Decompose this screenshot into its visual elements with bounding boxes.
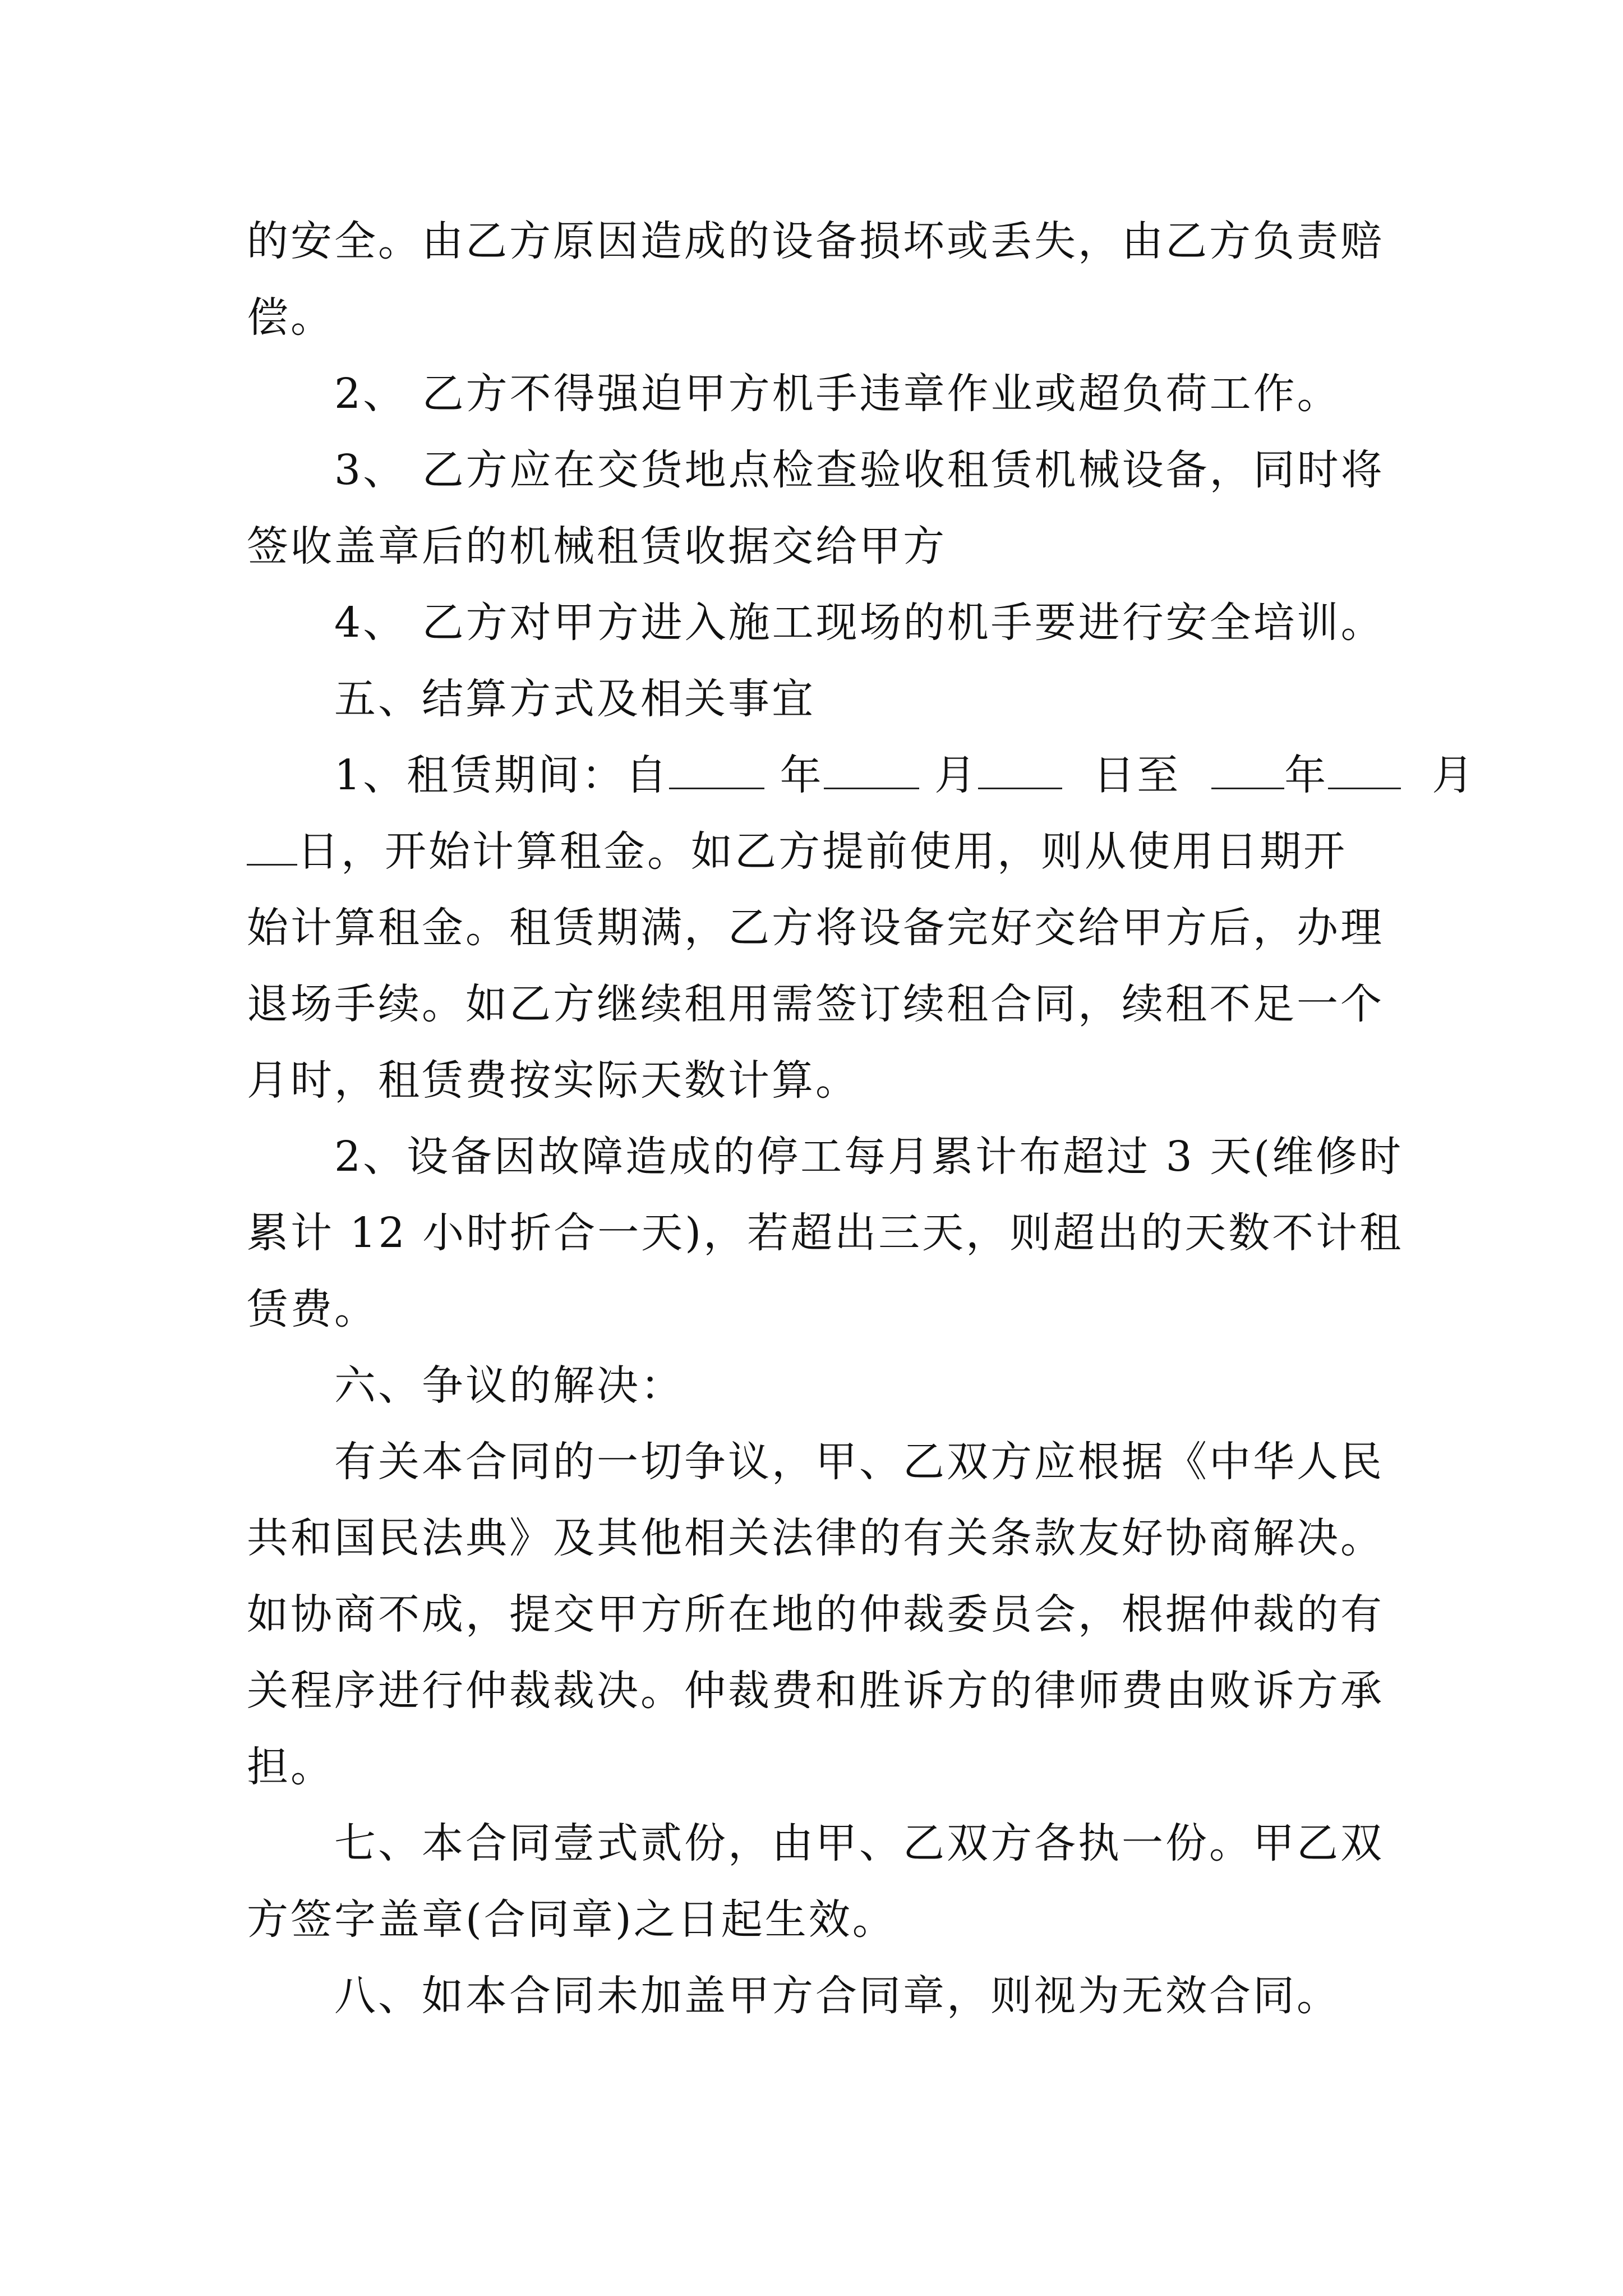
section-heading-5: 五、结算方式及相关事宜 — [334, 675, 815, 723]
month-label: 月 — [1432, 751, 1476, 799]
day-to-label: 日至 — [1093, 751, 1181, 799]
blank-field — [1328, 755, 1401, 789]
month-label: 月 — [934, 751, 979, 799]
blank-field — [669, 755, 764, 789]
paragraph-text: 日，开始计算租金。如乙方提前使用，则从使用日期开 — [297, 827, 1347, 876]
blank-field — [824, 755, 919, 789]
paragraph-line — [247, 823, 1347, 880]
blank-field — [978, 755, 1062, 789]
paragraph-line: 的安全。由乙方原因造成的设备损坏或丢失，由乙方负责赔 — [247, 217, 1384, 265]
paragraph-line: 关程序进行仲裁裁决。仲裁费和胜诉方的律师费由败诉方承 — [247, 1667, 1384, 1715]
paragraph-line: 签收盖章后的机械租赁收据交给甲方 — [247, 522, 947, 570]
paragraph-line: 如协商不成，提交甲方所在地的仲裁委员会，根据仲裁的有 — [247, 1590, 1384, 1639]
paragraph-line: 月时，租赁费按实际天数计算。 — [247, 1056, 859, 1105]
paragraph-line: 方签字盖章(合同章)之日起生效。 — [247, 1895, 896, 1944]
paragraph-line: 始计算租金。租赁期满，乙方将设备完好交给甲方后，办理 — [247, 904, 1384, 952]
year-label: 年 — [780, 751, 824, 799]
paragraph-line: 担。 — [247, 1743, 334, 1791]
list-item-2: 2、 乙方不得强迫甲方机手违章作业或超负荷工作。 — [334, 370, 1341, 418]
blank-field — [247, 831, 297, 866]
blank-field — [1211, 755, 1284, 789]
paragraph-line: 共和国民法典》及其他相关法律的有关条款友好协商解决。 — [247, 1514, 1384, 1562]
paragraph-line: 偿。 — [247, 293, 334, 342]
lease-period-line — [334, 747, 1476, 803]
list-item-4: 4、 乙方对甲方进入施工现场的机手要进行安全培训。 — [334, 599, 1385, 647]
paragraph-line: 赁费。 — [247, 1285, 378, 1333]
paragraph-line: 累计 12 小时折合一天)，若超出三天，则超出的天数不计租 — [247, 1209, 1404, 1257]
paragraph-line: 有关本合同的一切争议，甲、乙双方应根据《中华人民 — [334, 1438, 1384, 1486]
section-heading-8: 八、如本合同未加盖甲方合同章，则视为无效合同。 — [334, 1972, 1340, 2020]
section-heading-7: 七、本合同壹式贰份，由甲、乙双方各执一份。甲乙双 — [334, 1819, 1384, 1867]
list-item-3: 3、 乙方应在交货地点检查验收租赁机械设备，同时将 — [334, 446, 1385, 494]
paragraph-line: 退场手续。如乙方继续租用需签订续租合同，续租不足一个 — [247, 980, 1384, 1028]
lease-period-label: 1、租赁期间：自 — [334, 751, 670, 799]
list-item-2: 2、设备因故障造成的停工每月累计布超过 3 天(维修时 — [334, 1133, 1404, 1181]
year-label: 年 — [1284, 751, 1329, 799]
section-heading-6: 六、争议的解决： — [334, 1361, 684, 1410]
